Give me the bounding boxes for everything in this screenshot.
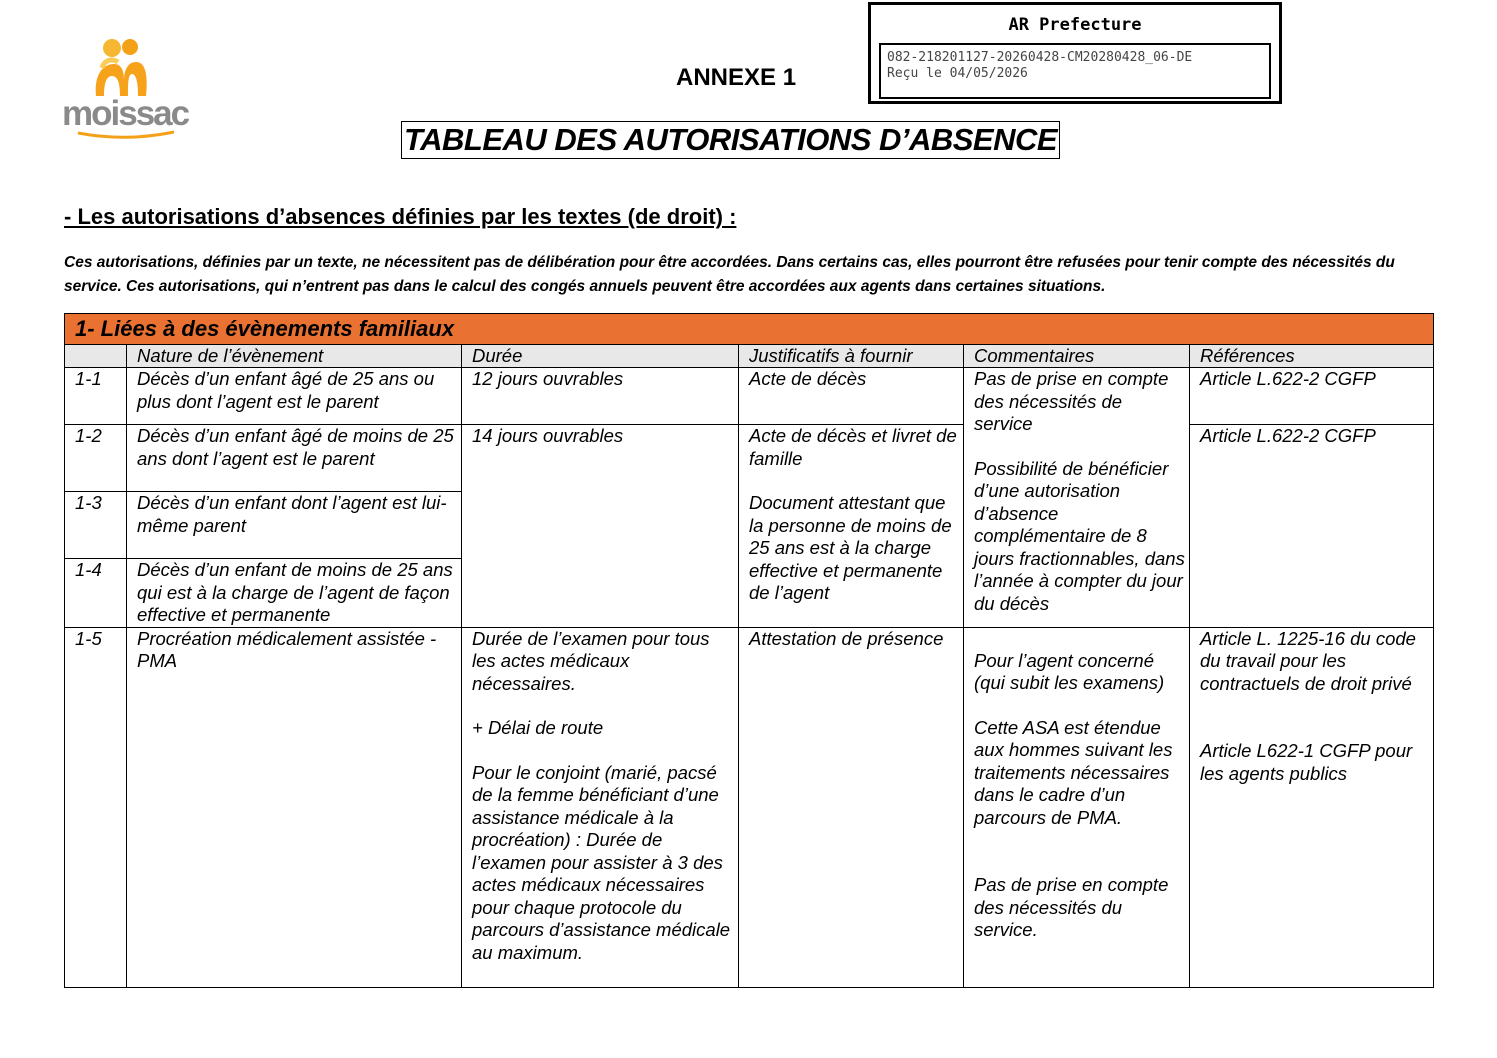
justif-para: Acte de décès et livret de famille — [749, 425, 957, 469]
intro-paragraph: Ces autorisations, définies par un texte, ne nécessitent pas de délibération pour être accordées. Dans certains cas, elles pourront être refusées pour tenir compte des nécessités du service. Ces autorisations, qui n’entrent pas dans le calcul des congés annuels peuvent être accordées aux agents dans certaines situations. — [64, 254, 1395, 295]
row-number: 1-1 — [65, 368, 127, 425]
ref-para: Article L622-1 CGFP pour les agents publics — [1200, 740, 1413, 784]
table-row — [65, 425, 1434, 492]
row-references: Article L.622-2 CGFP — [1190, 368, 1434, 425]
header-num — [65, 345, 127, 368]
header-justificatifs: Justificatifs à fournir — [739, 345, 964, 368]
row-duree — [462, 627, 739, 987]
duree-para: Durée de l’examen pour tous les actes médicaux nécessaires. — [472, 627, 710, 694]
row-number: 1-4 — [65, 559, 127, 628]
table-band-row — [65, 314, 1434, 345]
annexe-label: ANNEXE 1 — [676, 64, 797, 91]
header-duree: Durée — [462, 345, 739, 368]
row-nature: Décès d’un enfant de moins de 25 ans qui est à la charge de l’agent de façon effective et permanente — [127, 559, 462, 628]
row-number: 1-3 — [65, 492, 127, 559]
row-references: Article L.622-2 CGFP — [1190, 425, 1434, 628]
row-commentaires — [964, 368, 1190, 628]
row-nature: Décès d’un enfant âgé de 25 ans ou plus dont l’agent est le parent — [127, 368, 462, 425]
row-number: 1-5 — [65, 627, 127, 987]
comment-para: Cette ASA est étendue aux hommes suivant les traitements nécessaires dans le cadre d’un parcours de PMA. — [974, 716, 1173, 828]
header-nature: Nature de l’évènement — [127, 345, 462, 368]
logo-swoosh-icon — [76, 130, 176, 140]
header-commentaires: Commentaires — [964, 345, 1190, 368]
row-number: 1-2 — [65, 425, 127, 492]
logo-figure-icon — [90, 38, 152, 98]
moissac-logo — [62, 38, 187, 138]
row-commentaires — [964, 627, 1190, 987]
absence-table — [64, 313, 1434, 988]
table-header-row — [65, 345, 1434, 368]
section-heading: - Les autorisations d’absences définies par les textes (de droit) : — [64, 204, 737, 229]
stamp-received-date: Reçu le 04/05/2026 — [887, 66, 1028, 81]
stamp-title: AR Prefecture — [1008, 15, 1142, 35]
comment-para: Pas de prise en compte des nécessités du service. — [974, 874, 1169, 940]
row-duree: 14 jours ouvrables — [462, 425, 739, 628]
stamp-reference: 082-218201127-20260428-CM20280428_06-DE — [887, 50, 1193, 65]
header-references: Références — [1190, 345, 1434, 368]
row-references — [1190, 627, 1434, 987]
band-title: 1- Liées à des évènements familiaux — [65, 314, 1434, 345]
logo-wordmark: moissac — [62, 94, 189, 133]
row-duree: 12 jours ouvrables — [462, 368, 739, 425]
comment-para: Pas de prise en compte des nécessités de service — [974, 368, 1169, 434]
document-title: TABLEAU DES AUTORISATIONS D’ABSENCE — [401, 121, 1060, 159]
row-justificatifs — [739, 425, 964, 628]
duree-para: + Délai de route — [472, 717, 604, 738]
ar-prefecture-stamp — [868, 2, 1282, 104]
table-row — [65, 368, 1434, 425]
table-row — [65, 627, 1434, 987]
duree-para: Pour le conjoint (marié, pacsé de la femme bénéficiant d’une assistance médicale à la procréation) : Durée de l’examen pour assister à 3 des actes médicaux nécessaires pour chaque protocole du parcours d’assistance médicale au maximum. — [472, 761, 731, 963]
stamp-details — [879, 43, 1271, 99]
row-nature: Procréation médicalement assistée - PMA — [127, 627, 462, 987]
ref-para: Article L. 1225-16 du code du travail pour les contractuels de droit privé — [1200, 627, 1416, 694]
justif-para: Document attestant que la personne de moins de 25 ans est à la charge effective et permanente de l’agent — [749, 492, 952, 603]
comment-para: Pour l’agent concerné (qui subit les examens) — [974, 649, 1165, 693]
row-nature: Décès d’un enfant âgé de moins de 25 ans dont l’agent est le parent — [127, 425, 462, 492]
comment-para: Possibilité de bénéficier d’une autorisation d’absence complémentaire de 8 jours fractionnables, dans l’année à compter du jour du décès — [974, 457, 1185, 614]
row-nature: Décès d’un enfant dont l’agent est lui-même parent — [127, 492, 462, 559]
row-justificatifs: Attestation de présence — [739, 627, 964, 987]
row-justificatifs: Acte de décès — [739, 368, 964, 425]
